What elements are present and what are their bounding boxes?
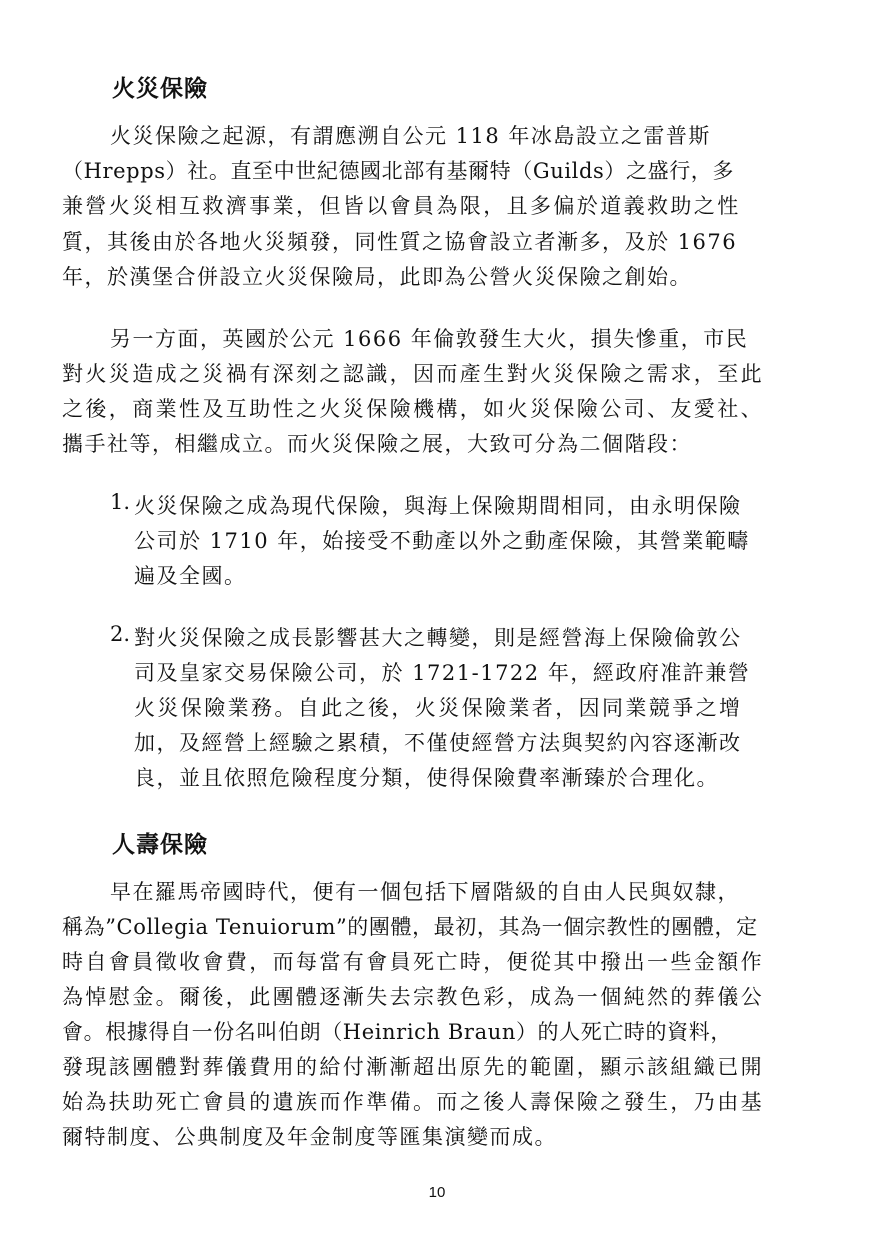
list-item-line: 司及皇家交易保險公司，於 1721-1722 年，經政府准許兼營 [134, 661, 751, 685]
paragraph-line: 會。根據得自一份名叫伯朗（Heinrich Braun）的人死亡時的資料， [62, 1020, 732, 1044]
list-item-line: 加，及經營上經驗之累積，不僅使經營方法與契約內容逐漸改 [134, 731, 742, 755]
section-heading-fire-insurance: 火災保險 [112, 76, 208, 102]
paragraph-line: 之後，商業性及互助性之火災保險機構，如火災保險公司、友愛社、 [62, 397, 764, 421]
paragraph-line: 火災保險之起源，有謂應溯自公元 118 年冰島設立之雷普斯 [110, 124, 711, 148]
page-number: 10 [428, 1184, 446, 1201]
list-item-number: 1. [110, 490, 131, 514]
section-heading-life-insurance: 人壽保險 [112, 832, 208, 858]
paragraph-line: （Hrepps）社。直至中世紀德國北部有基爾特（Guilds）之盛行，多 [62, 159, 734, 183]
list-item-line: 公司於 1710 年，始接受不動產以外之動產保險，其營業範疇 [134, 529, 750, 553]
paragraph-line: 年，於漢堡合併設立火災保險局，此即為公營火災保險之創始。 [62, 265, 692, 289]
list-item-line: 火災保險業務。自此之後，火災保險業者，因同業競爭之增 [134, 696, 743, 720]
paragraph-line: 時自會員徵收會費，而每當有會員死亡時，便從其中撥出一些金額作 [62, 950, 764, 974]
list-item-number: 2. [110, 622, 131, 646]
list-item-line: 火災保險之成為現代保險，與海上保險期間相同，由永明保險 [134, 494, 742, 518]
paragraph-line: 對火災造成之災禍有深刻之認識，因而產生對火災保險之需求，至此 [62, 362, 764, 386]
paragraph-line: 兼營火災相互救濟事業，但皆以會員為限，且多偏於道義救助之性 [62, 194, 741, 218]
paragraph-line: 攜手社等，相繼成立。而火災保險之展，大致可分為二個階段： [62, 432, 692, 456]
paragraph-line: 另一方面，英國於公元 1666 年倫敦發生大火，損失慘重，市民 [110, 327, 749, 351]
paragraph-line: 質，其後由於各地火災頻發，同性質之協會設立者漸多，及於 1676 [62, 230, 738, 254]
list-item-line: 良，並且依照危險程度分類，使得保險費率漸臻於合理化。 [134, 766, 719, 790]
paragraph-line: 為悼慰金。爾後，此團體逐漸失去宗教色彩，成為一個純然的葬儀公 [62, 985, 764, 1009]
paragraph-line: 早在羅馬帝國時代，便有一個包括下層階級的自由人民與奴隸， [110, 880, 740, 904]
list-item-line: 對火災保險之成長影響甚大之轉變，則是經營海上保險倫敦公 [134, 626, 742, 650]
list-item-line: 遍及全國。 [134, 564, 247, 588]
paragraph-line: 發現該團體對葬儀費用的給付漸漸超出原先的範圍，顯示該組織已開 [62, 1055, 764, 1079]
paragraph-line: 爾特制度、公典制度及年金制度等匯集演變而成。 [62, 1125, 557, 1149]
paragraph-line: 始為扶助死亡會員的遺族而作準備。而之後人壽保險之發生，乃由基 [62, 1090, 764, 1114]
paragraph-line: 稱為”Collegia Tenuiorum”的團體，最初，其為一個宗教性的團體，定 [62, 915, 758, 939]
